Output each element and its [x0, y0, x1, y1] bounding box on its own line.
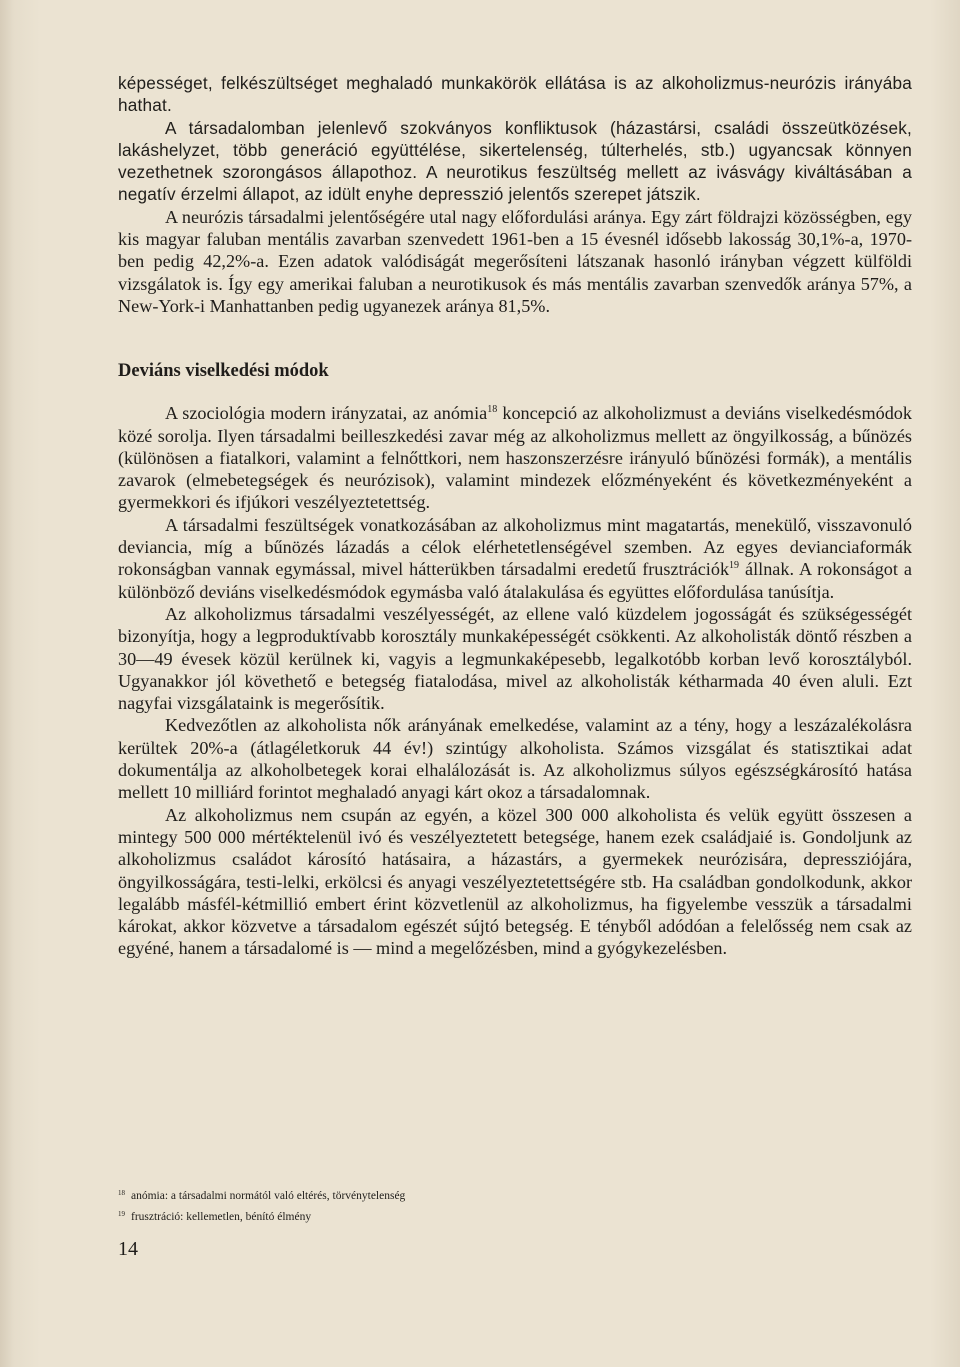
footnote-ref: 19 [729, 560, 740, 572]
paragraph: A társadalomban jelenlevő szokványos konfliktusok (házastársi, családi összeütközések, lakáshelyzet, több generáció együttélése, sikertelenség, túlterhelés, stb.) ugyancsak könnyen vezethetnek szorongásos állapothoz. A neurotikus feszültség mellett az ivásvágy kiváltásában a negatív érzelmi állapot, az idült enyhe depresszió jelentős szerepet játszik. [118, 117, 912, 205]
paragraph-text: állnak. A rokonságot a különböző deviáns viselkedésmódok egymásba való átalakulása és együttes előfordulása tanúsítja. [118, 559, 912, 602]
footnote-text: frusztráció: kellemetlen, bénító élmény [131, 1211, 312, 1223]
section-neurosis [118, 72, 912, 317]
footnote-number: 18 [118, 1189, 125, 1197]
page-body [118, 72, 912, 960]
paragraph: képességet, felkészültséget meghaladó munkakörök ellátása is az alkoholizmus-neurózis irányába hathat. [118, 73, 912, 116]
footnote-ref: 18 [487, 404, 498, 416]
section-heading: Deviáns viselkedési módok [118, 361, 329, 382]
paragraph: A neurózis társadalmi jelentőségére utal nagy előfordulási aránya. Egy zárt földrajzi közösségben, egy kis magyar faluban mentális zavarban szenvedett 1961-ben a 15 évesnél idősebb lakosság 30,1%-a, 1970-ben pedig 42,2%-a. Ezen adatok valódiságát megerősíteni látszanak hasonló irányban végzett külföldi vizsgálatok is. Így egy amerikai faluban a neurotikusok és más mentális zavarban szenvedők aránya 57%, a New-York-i Manhattanben pedig ugyanezek aránya 81,5%. [118, 206, 912, 316]
paragraph-text: A szociológia modern irányzatai, az anómia [165, 403, 488, 424]
paragraph [118, 514, 912, 603]
paragraph-text: A társadalmi feszültségek vonatkozásában az alkoholizmus mint magatartás, menekülő, visszavonuló deviancia, míg a bűnözés lázadás a célok elérhetetlenségével szemben. Az egyes devianciaformák rokonságban vannak egymással, mivel hátterükben társadalmi eredetű frusztrációk [118, 514, 912, 580]
footnotes [118, 1186, 912, 1228]
section-deviant-behaviour [118, 402, 912, 959]
footnote-text: anómia: a társadalmi normától való eltérés, törvénytelenség [131, 1190, 406, 1202]
paragraph: Kedvezőtlen az alkoholista nők arányának emelkedése, valamint az a tény, hogy a leszázalékolásra kerültek 20%-a (átlagéletkoruk 44 év!) szintúgy alkoholista. Számos vizsgálat és statisztikai adat dokumentálja az alkoholbetegek korai elhalálozását is. Az alkoholizmus súlyos egészségkárosító hatása mellett 10 milliárd forintot meghaladó anyagi kárt okoz a társadalomnak. [118, 715, 912, 803]
paragraph-text: koncepció az alkoholizmust a deviáns viselkedésmódok közé sorolja. Ilyen társadalmi beilleszkedési zavar még az alkoholizmus mellett az öngyilkosság, a bűnözés (különösen a fiatalkori, valamint a felnőttkori, nem haszonszerzésre irányuló bűnözési formák), a mentális zavarok (elmebetegségek és neurózisok), valamint mindezek előzményeként és következményeként a gyermekkori és ifjúkori veszélyeztetettség. [118, 403, 912, 513]
footnote-number: 19 [118, 1210, 125, 1218]
footnote [118, 1207, 912, 1228]
paragraph: Az alkoholizmus társadalmi veszélyességét, az ellene való küzdelem jogosságát és szükségességét bizonyítja, hogy a legproduktívabb korosztály munkaképességét csökkenti. Az alkoholisták döntő részben a 30—49 évesek közül kerülnek ki, vagyis a legmunkaképesebb, legalkotóbb korban levő korosztályból. Ugyanakkor jól követhető e betegség fiatalodása, mivel az alkoholisták kétharmada 40 éven aluli. Ezt nagyfai vizsgálataink is megerősítik. [118, 603, 912, 714]
paragraph: Az alkoholizmus nem csupán az egyén, a közel 300 000 alkoholista és velük együtt összesen a mintegy 500 000 mértéktelenül ivó és veszélyeztetett betegsége, hanem ezek családjaié is. Gondoljunk az alkoholizmus családot károsító hatásaira, a házastárs, a gyermekek neurózisára, depressziójára, öngyilkosságára, testi-lelki, erkölcsi és anyagi veszélyeztetettségére stb. Ha családban gondolkodunk, akkor legalább másfél-kétmillió embert érint közvetlenül az alkoholizmus, ha figyelembe vesszük a társadalmi károkat, akkor közvetve a társadalom egészét sújtó betegség. E tényből adódóan a felelősség nem csak az egyéné, hanem a társadalomé is — mind a megelőzésben, mind a gyógykezelésben. [118, 804, 912, 959]
paragraph [118, 402, 912, 513]
page-number: 14 [118, 1238, 138, 1260]
footnote [118, 1186, 912, 1207]
